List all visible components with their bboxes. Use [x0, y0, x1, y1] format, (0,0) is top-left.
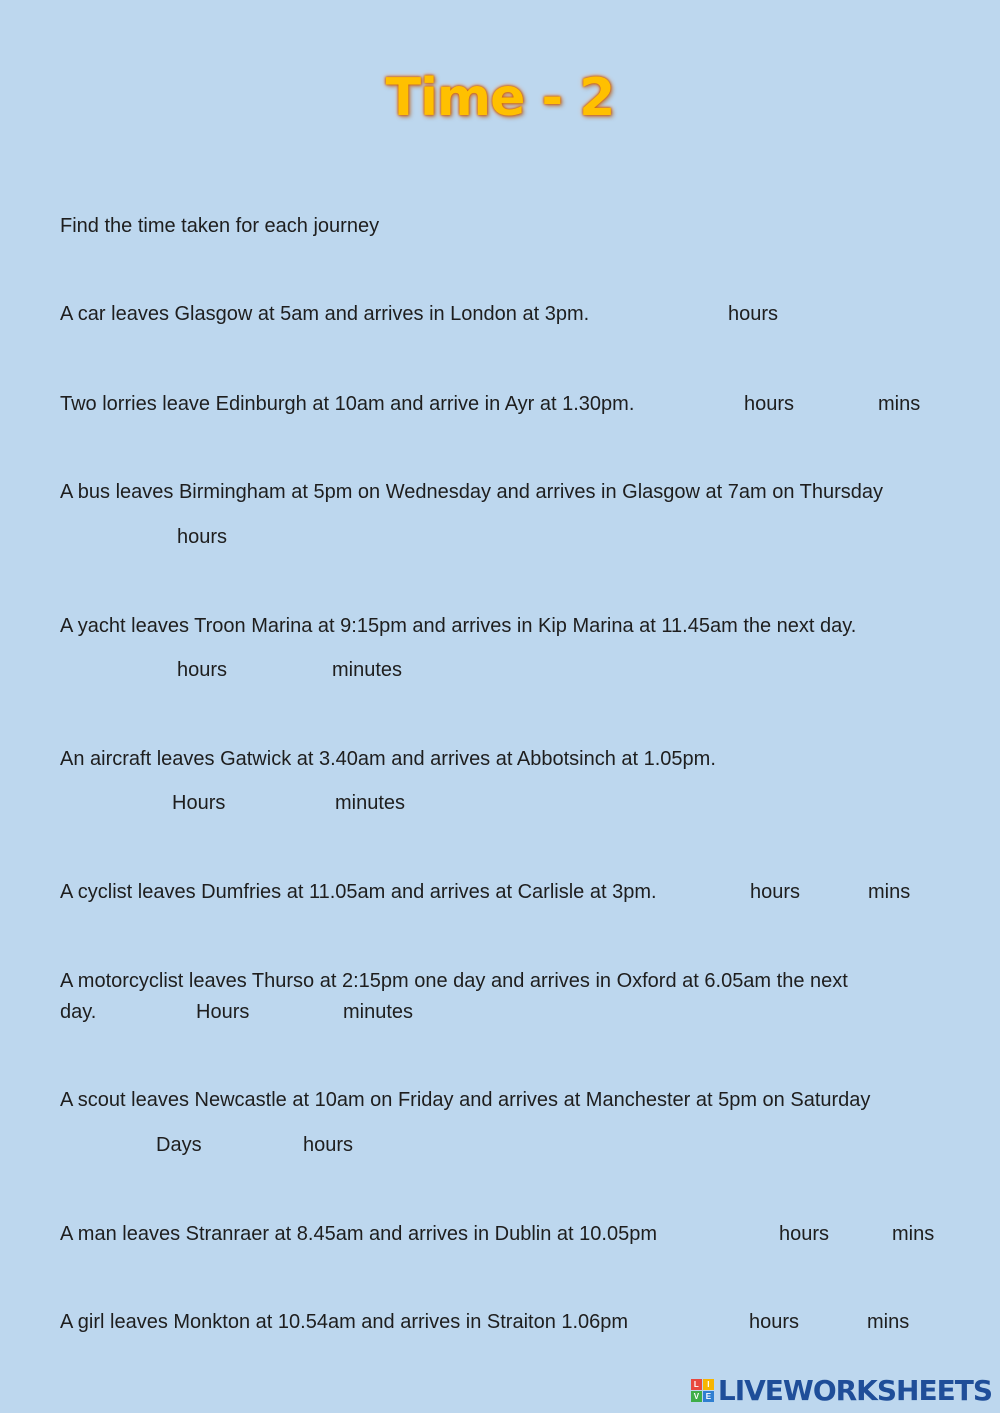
question-7-hours-label: Hours [196, 1001, 250, 1023]
question-6-text: A cyclist leaves Dumfries at 11.05am and arrives at Carlisle at 3pm. [60, 881, 657, 903]
question-10-mins-input[interactable] [812, 1308, 864, 1338]
question-10-hours-input[interactable] [686, 1308, 746, 1338]
question-2-mins-input[interactable] [808, 390, 876, 420]
question-4-hours-label: hours [177, 659, 228, 681]
question-9-hours-input[interactable] [710, 1220, 776, 1250]
worksheet-title: Time - 2 [385, 68, 615, 128]
question-1-hours-input[interactable] [640, 300, 724, 330]
question-2-hours-input[interactable] [690, 390, 742, 420]
question-9-hours-label: hours [779, 1223, 830, 1245]
question-4-hours-input[interactable] [60, 655, 174, 685]
question-8-text: A scout leaves Newcastle at 10am on Friday and arrives at Manchester at 5pm on Saturday [60, 1089, 871, 1111]
liveworksheets-logo [691, 1374, 992, 1407]
question-1-hours-label: hours [728, 303, 779, 325]
question-7-text-continued: day. [60, 1001, 97, 1023]
question-8-hours-label: hours [303, 1134, 354, 1156]
question-9-text: A man leaves Stranraer at 8.45am and arrives in Dublin at 10.05pm [60, 1223, 657, 1245]
logo-tile: E [703, 1391, 714, 1402]
question-2-text: Two lorries leave Edinburgh at 10am and arrive in Ayr at 1.30pm. [60, 393, 635, 415]
question-4-text: A yacht leaves Troon Marina at 9:15pm and arrives in Kip Marina at 11.45am the next day. [60, 615, 857, 637]
question-7-text: A motorcyclist leaves Thurso at 2:15pm one day and arrives in Oxford at 6.05am the next [60, 970, 848, 992]
question-8-days-input[interactable] [60, 1130, 154, 1160]
question-8-days-label: Days [156, 1134, 202, 1156]
question-3-hours-input[interactable] [60, 522, 174, 552]
question-6-mins-input[interactable] [812, 878, 866, 908]
liveworksheets-logo-icon [691, 1379, 714, 1402]
question-7-minutes-input[interactable] [262, 997, 342, 1027]
question-2-mins-label: mins [878, 393, 921, 415]
question-1-text: A car leaves Glasgow at 5am and arrives in London at 3pm. [60, 303, 590, 325]
instruction-text: Find the time taken for each journey [60, 215, 380, 237]
question-4-minutes-input[interactable] [240, 655, 330, 685]
liveworksheets-wordmark: LIVEWORKSHEETS [717, 1374, 992, 1407]
question-7-minutes-label: minutes [343, 1001, 414, 1023]
question-9-mins-label: mins [892, 1223, 935, 1245]
question-10-text: A girl leaves Monkton at 10.54am and arrives in Straiton 1.06pm [60, 1311, 629, 1333]
question-9-mins-input[interactable] [842, 1220, 890, 1250]
question-8-hours-input[interactable] [214, 1130, 300, 1160]
question-5-minutes-input[interactable] [240, 788, 332, 818]
question-5-hours-input[interactable] [60, 788, 170, 818]
question-10-hours-label: hours [749, 1311, 800, 1333]
question-3-hours-label: hours [177, 526, 228, 548]
question-5-hours-label: Hours [172, 792, 226, 814]
question-5-minutes-label: minutes [335, 792, 406, 814]
question-2-hours-label: hours [744, 393, 795, 415]
question-6-hours-input[interactable] [702, 878, 748, 908]
question-6-hours-label: hours [750, 881, 801, 903]
logo-tile: V [691, 1391, 702, 1402]
question-7-hours-input[interactable] [108, 997, 194, 1027]
question-10-mins-label: mins [867, 1311, 910, 1333]
logo-tile: L [691, 1379, 702, 1390]
question-6-mins-label: mins [868, 881, 911, 903]
question-3-text: A bus leaves Birmingham at 5pm on Wednesday and arrives in Glasgow at 7am on Thursday [60, 481, 884, 503]
question-5-text: An aircraft leaves Gatwick at 3.40am and arrives at Abbotsinch at 1.05pm. [60, 748, 716, 770]
question-4-minutes-label: minutes [332, 659, 403, 681]
logo-tile: I [703, 1379, 714, 1390]
